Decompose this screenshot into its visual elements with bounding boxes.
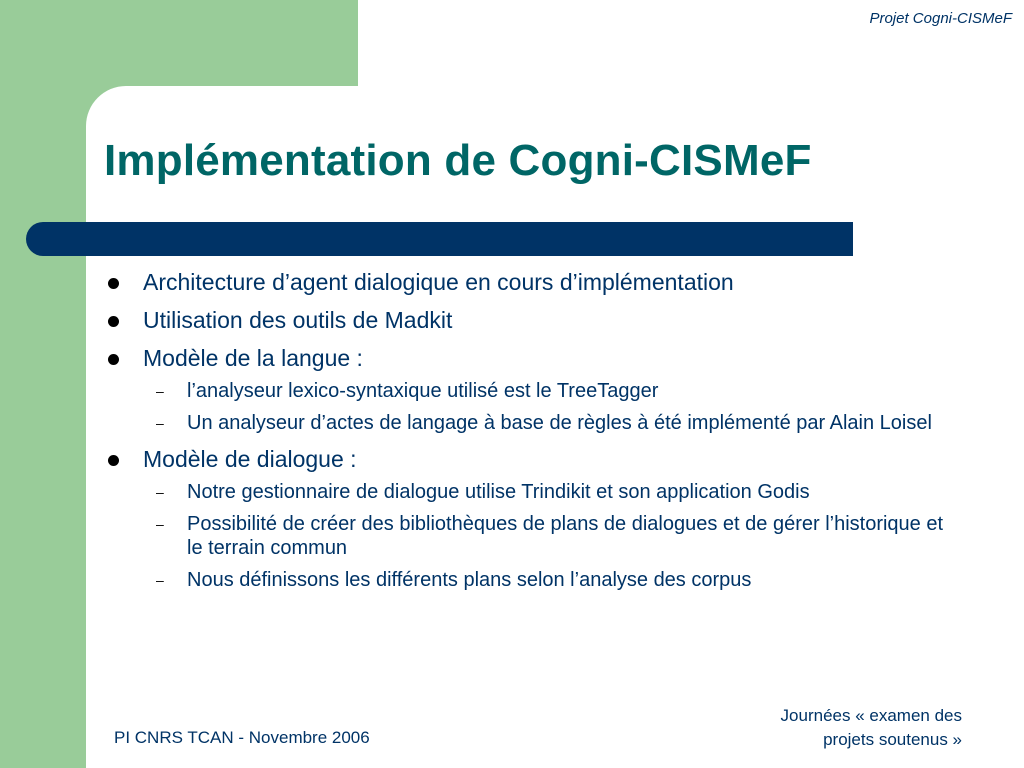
bullet-dot-icon	[108, 354, 119, 365]
dash-bullet-icon: –	[156, 383, 164, 399]
list-item	[104, 306, 944, 334]
list-item-text: Architecture d’agent dialogique en cours d’implémentation	[143, 269, 734, 295]
title-underline-bar	[26, 222, 853, 256]
sub-list-item-text: Possibilité de créer des bibliothèques de plans de dialogues et de gérer l’historique et le terrain commun	[187, 513, 944, 559]
dash-bullet-icon: –	[156, 572, 164, 588]
sub-list-item	[143, 411, 944, 435]
footer-right-line: projets soutenus »	[823, 730, 962, 749]
list-item-text: Utilisation des outils de Madkit	[143, 307, 453, 333]
sub-list-item	[143, 480, 944, 504]
sub-list-item-text: Un analyseur d’actes de langage à base de règles à été implémenté par Alain Loisel	[187, 412, 932, 434]
sub-list	[143, 480, 944, 592]
sub-list-item-text: Nous définissons les différents plans selon l’analyse des corpus	[187, 569, 752, 591]
project-header: Projet Cogni-CISMeF	[869, 10, 1012, 27]
bullet-dot-icon	[108, 455, 119, 466]
list-item-text: Modèle de dialogue :	[143, 446, 357, 472]
sub-list	[143, 379, 944, 435]
sub-list-item	[143, 568, 944, 592]
bullet-list	[104, 268, 944, 592]
list-item	[104, 344, 944, 435]
dash-bullet-icon: –	[156, 415, 164, 431]
list-item-text: Modèle de la langue :	[143, 345, 363, 371]
bullet-dot-icon	[108, 278, 119, 289]
bullet-content	[104, 268, 944, 602]
sub-list-item	[143, 379, 944, 403]
footer-right	[781, 704, 962, 752]
slide-title: Implémentation de Cogni-CISMeF	[104, 136, 812, 185]
list-item	[104, 268, 944, 296]
footer-right-line: Journées « examen des	[780, 706, 962, 725]
dash-bullet-icon: –	[156, 484, 164, 500]
bullet-dot-icon	[108, 316, 119, 327]
dash-bullet-icon: –	[156, 516, 164, 532]
footer-left: PI CNRS TCAN - Novembre 2006	[114, 728, 370, 747]
sub-list-item-text: Notre gestionnaire de dialogue utilise Trindikit et son application Godis	[187, 481, 810, 503]
sub-list-item	[143, 512, 944, 560]
sub-list-item-text: l’analyseur lexico-syntaxique utilisé est le TreeTagger	[187, 380, 659, 402]
list-item	[104, 445, 944, 592]
